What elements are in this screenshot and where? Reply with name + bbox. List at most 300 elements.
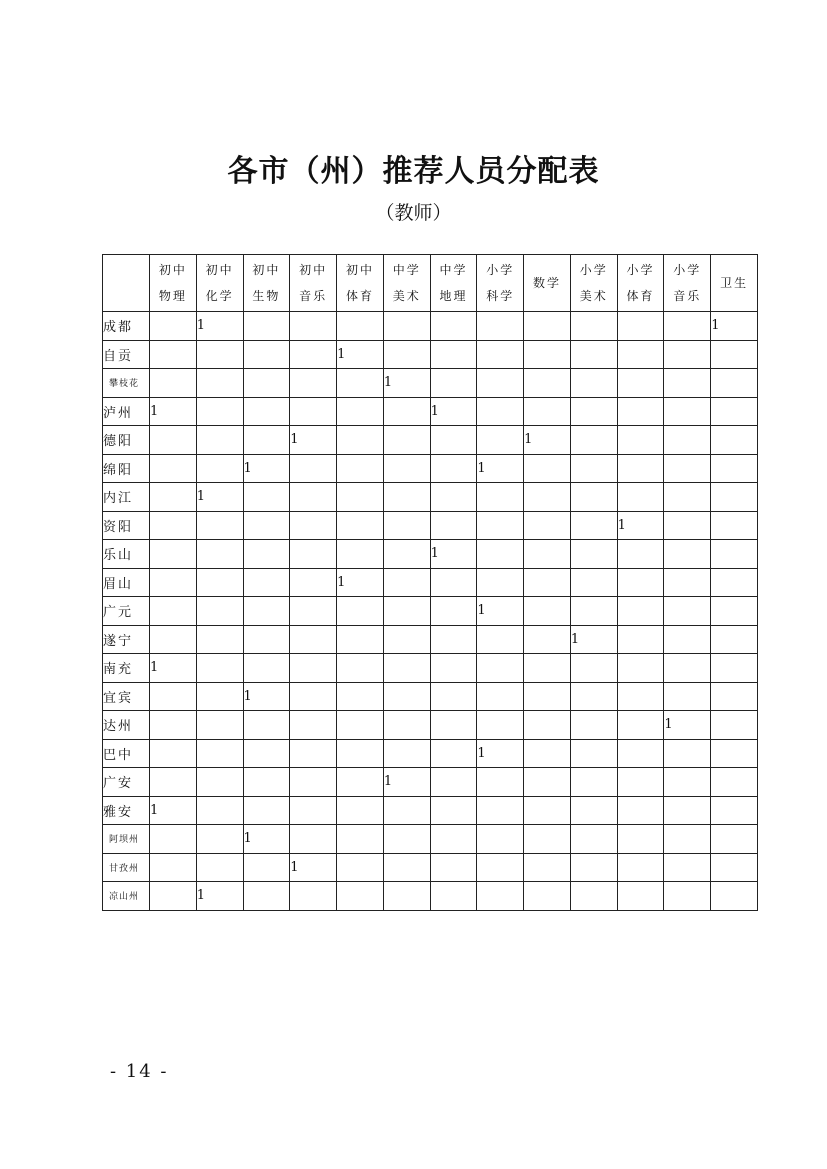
- column-header-line2: 美术: [579, 289, 608, 303]
- quota-cell: [664, 597, 711, 626]
- quota-cell: [290, 568, 337, 597]
- quota-cell: [243, 625, 290, 654]
- quota-cell: [243, 853, 290, 882]
- quota-cell: [150, 882, 197, 911]
- quota-cell: [711, 397, 758, 426]
- quota-cell: [383, 312, 430, 341]
- quota-cell: [570, 597, 617, 626]
- quota-cell: [477, 540, 524, 569]
- quota-cell: [664, 540, 711, 569]
- quota-cell: [711, 654, 758, 683]
- quota-cell: [617, 397, 664, 426]
- quota-cell: 1: [617, 511, 664, 540]
- quota-cell: [337, 796, 384, 825]
- quota-cell: [570, 882, 617, 911]
- quota-cell: [383, 540, 430, 569]
- quota-cell: [196, 654, 243, 683]
- table-row: [103, 483, 758, 512]
- quota-cell: 1: [290, 853, 337, 882]
- quota-cell: 1: [243, 825, 290, 854]
- column-header-line1: 初中: [345, 263, 374, 277]
- quota-cell: [711, 682, 758, 711]
- quota-cell: [150, 540, 197, 569]
- quota-cell: 1: [477, 739, 524, 768]
- quota-cell: [477, 654, 524, 683]
- city-name-cell: 凉山州: [103, 882, 150, 911]
- quota-cell: [524, 711, 571, 740]
- quota-cell: [337, 739, 384, 768]
- quota-cell: [290, 654, 337, 683]
- city-name-cell: 达州: [103, 711, 150, 740]
- column-header-line1: 数学: [533, 276, 562, 290]
- quota-cell: [430, 369, 477, 398]
- quota-cell: [617, 682, 664, 711]
- quota-cell: [617, 711, 664, 740]
- quota-cell: [337, 597, 384, 626]
- quota-cell: [196, 397, 243, 426]
- quota-cell: [617, 369, 664, 398]
- column-header-line1: 初中: [252, 263, 281, 277]
- quota-cell: [664, 511, 711, 540]
- quota-cell: [570, 540, 617, 569]
- quota-cell: [711, 882, 758, 911]
- quota-cell: [430, 825, 477, 854]
- quota-cell: [243, 568, 290, 597]
- quota-cell: [524, 853, 571, 882]
- column-header-line1: 初中: [158, 263, 187, 277]
- quota-cell: [243, 369, 290, 398]
- quota-cell: [150, 454, 197, 483]
- quota-cell: [290, 825, 337, 854]
- quota-cell: [430, 853, 477, 882]
- quota-cell: [477, 426, 524, 455]
- column-header-line2: 音乐: [673, 289, 702, 303]
- quota-cell: [337, 483, 384, 512]
- quota-cell: [383, 625, 430, 654]
- quota-cell: [150, 369, 197, 398]
- quota-cell: [243, 397, 290, 426]
- quota-cell: [477, 882, 524, 911]
- quota-cell: [337, 397, 384, 426]
- quota-cell: [477, 483, 524, 512]
- column-header-line2: 化学: [205, 289, 234, 303]
- quota-cell: [477, 796, 524, 825]
- quota-cell: [711, 369, 758, 398]
- table-row: [103, 882, 758, 911]
- quota-cell: [711, 711, 758, 740]
- quota-cell: 1: [150, 654, 197, 683]
- table-row: [103, 682, 758, 711]
- quota-cell: [664, 426, 711, 455]
- quota-cell: [430, 654, 477, 683]
- column-header-line2: 地理: [439, 289, 468, 303]
- quota-cell: [524, 654, 571, 683]
- quota-cell: [196, 711, 243, 740]
- page-number: - 14 -: [110, 1061, 169, 1082]
- quota-cell: [617, 568, 664, 597]
- quota-cell: [290, 711, 337, 740]
- quota-cell: [524, 483, 571, 512]
- quota-cell: [337, 511, 384, 540]
- column-header: [430, 255, 477, 312]
- quota-cell: [664, 739, 711, 768]
- quota-cell: [243, 768, 290, 797]
- quota-cell: [150, 768, 197, 797]
- quota-cell: [196, 739, 243, 768]
- quota-cell: 1: [383, 369, 430, 398]
- quota-cell: 1: [430, 397, 477, 426]
- quota-cell: [337, 882, 384, 911]
- quota-cell: [150, 825, 197, 854]
- quota-cell: [711, 340, 758, 369]
- quota-cell: [711, 796, 758, 825]
- header-corner-cell: [103, 255, 150, 312]
- quota-cell: [243, 540, 290, 569]
- quota-cell: [664, 796, 711, 825]
- table-row: [103, 796, 758, 825]
- quota-cell: [337, 768, 384, 797]
- table-row: [103, 768, 758, 797]
- quota-cell: [617, 597, 664, 626]
- quota-cell: [196, 853, 243, 882]
- column-header: [524, 255, 571, 312]
- quota-cell: [570, 654, 617, 683]
- quota-cell: [711, 426, 758, 455]
- quota-cell: [430, 454, 477, 483]
- quota-cell: [664, 625, 711, 654]
- quota-cell: [383, 711, 430, 740]
- quota-cell: [290, 882, 337, 911]
- quota-cell: 1: [196, 483, 243, 512]
- quota-cell: [570, 340, 617, 369]
- column-header-line1: 中学: [439, 263, 468, 277]
- quota-cell: [383, 483, 430, 512]
- quota-cell: [524, 768, 571, 797]
- column-header-line2: 科学: [486, 289, 515, 303]
- quota-cell: [196, 454, 243, 483]
- column-header: [617, 255, 664, 312]
- quota-cell: [337, 454, 384, 483]
- column-header-line2: 美术: [392, 289, 421, 303]
- quota-cell: [430, 796, 477, 825]
- city-name-cell: 攀枝花: [103, 369, 150, 398]
- quota-cell: [430, 739, 477, 768]
- quota-cell: [383, 739, 430, 768]
- quota-cell: [430, 426, 477, 455]
- quota-cell: [664, 483, 711, 512]
- quota-cell: [477, 625, 524, 654]
- quota-cell: [664, 397, 711, 426]
- table-row: [103, 312, 758, 341]
- table-row: [103, 540, 758, 569]
- quota-cell: [150, 597, 197, 626]
- city-name-cell: 资阳: [103, 511, 150, 540]
- quota-cell: [570, 397, 617, 426]
- quota-cell: [617, 739, 664, 768]
- quota-cell: [196, 597, 243, 626]
- quota-cell: [664, 682, 711, 711]
- quota-cell: [664, 825, 711, 854]
- quota-cell: [290, 483, 337, 512]
- city-name-cell: 广安: [103, 768, 150, 797]
- quota-cell: [150, 739, 197, 768]
- quota-cell: [711, 454, 758, 483]
- quota-cell: [617, 796, 664, 825]
- quota-cell: 1: [337, 568, 384, 597]
- quota-cell: [243, 796, 290, 825]
- quota-cell: [524, 540, 571, 569]
- quota-cell: [150, 625, 197, 654]
- quota-cell: [150, 682, 197, 711]
- quota-cell: [243, 426, 290, 455]
- quota-cell: [430, 483, 477, 512]
- quota-cell: [430, 682, 477, 711]
- quota-cell: 1: [196, 882, 243, 911]
- column-header-line1: 小学: [579, 263, 608, 277]
- quota-cell: 1: [430, 540, 477, 569]
- quota-cell: [617, 312, 664, 341]
- city-name-cell: 甘孜州: [103, 853, 150, 882]
- quota-cell: [150, 483, 197, 512]
- quota-cell: [290, 511, 337, 540]
- quota-cell: [617, 540, 664, 569]
- page-subtitle: （教师）: [375, 202, 452, 224]
- quota-cell: [337, 312, 384, 341]
- quota-cell: 1: [150, 796, 197, 825]
- quota-cell: [664, 369, 711, 398]
- quota-cell: [524, 825, 571, 854]
- quota-cell: 1: [477, 597, 524, 626]
- quota-cell: 1: [664, 711, 711, 740]
- quota-cell: [664, 882, 711, 911]
- quota-cell: [524, 682, 571, 711]
- table-row: [103, 711, 758, 740]
- table-row: [103, 739, 758, 768]
- quota-cell: [570, 682, 617, 711]
- column-header-line1: 小学: [673, 263, 702, 277]
- quota-cell: [290, 682, 337, 711]
- quota-cell: [524, 625, 571, 654]
- quota-cell: [617, 454, 664, 483]
- quota-cell: [196, 625, 243, 654]
- quota-cell: [243, 312, 290, 341]
- quota-cell: [150, 711, 197, 740]
- quota-cell: [196, 511, 243, 540]
- quota-cell: [383, 426, 430, 455]
- quota-cell: [477, 511, 524, 540]
- quota-cell: [196, 369, 243, 398]
- quota-cell: 1: [524, 426, 571, 455]
- quota-cell: 1: [383, 768, 430, 797]
- quota-cell: [150, 340, 197, 369]
- column-header-line1: 初中: [205, 263, 234, 277]
- quota-cell: [524, 340, 571, 369]
- city-name-cell: 南充: [103, 654, 150, 683]
- quota-cell: [711, 511, 758, 540]
- quota-cell: 1: [243, 454, 290, 483]
- quota-cell: [617, 825, 664, 854]
- quota-cell: [290, 625, 337, 654]
- quota-cell: [383, 682, 430, 711]
- quota-cell: [337, 625, 384, 654]
- quota-cell: [337, 853, 384, 882]
- column-header: [664, 255, 711, 312]
- quota-cell: 1: [243, 682, 290, 711]
- quota-cell: [711, 625, 758, 654]
- quota-cell: [617, 426, 664, 455]
- table-row: [103, 625, 758, 654]
- quota-cell: [337, 825, 384, 854]
- quota-cell: [570, 825, 617, 854]
- quota-cell: [196, 340, 243, 369]
- quota-cell: [196, 682, 243, 711]
- quota-cell: [196, 825, 243, 854]
- quota-cell: [337, 540, 384, 569]
- quota-cell: [290, 369, 337, 398]
- quota-cell: [383, 511, 430, 540]
- quota-cell: 1: [477, 454, 524, 483]
- column-header: [290, 255, 337, 312]
- quota-cell: [664, 340, 711, 369]
- quota-cell: [524, 739, 571, 768]
- city-name-cell: 阿坝州: [103, 825, 150, 854]
- column-header-line1: 中学: [392, 263, 421, 277]
- quota-cell: [664, 768, 711, 797]
- quota-cell: [570, 426, 617, 455]
- quota-cell: [570, 711, 617, 740]
- quota-cell: [711, 739, 758, 768]
- quota-cell: [617, 340, 664, 369]
- quota-cell: [290, 340, 337, 369]
- quota-cell: [150, 312, 197, 341]
- city-name-cell: 乐山: [103, 540, 150, 569]
- quota-cell: 1: [196, 312, 243, 341]
- quota-cell: [524, 369, 571, 398]
- column-header-line2: 体育: [345, 289, 374, 303]
- quota-cell: [383, 568, 430, 597]
- column-header-line2: 音乐: [299, 289, 328, 303]
- quota-cell: [150, 511, 197, 540]
- quota-cell: [383, 853, 430, 882]
- column-header-line1: 卫生: [720, 276, 749, 290]
- quota-cell: [430, 625, 477, 654]
- column-header: [477, 255, 524, 312]
- quota-cell: [337, 426, 384, 455]
- allocation-table: [102, 254, 758, 911]
- quota-cell: [196, 540, 243, 569]
- quota-cell: [664, 454, 711, 483]
- city-name-cell: 遂宁: [103, 625, 150, 654]
- table-row: [103, 511, 758, 540]
- quota-cell: [430, 882, 477, 911]
- column-header-line1: 初中: [299, 263, 328, 277]
- city-name-cell: 巴中: [103, 739, 150, 768]
- quota-cell: 1: [711, 312, 758, 341]
- city-name-cell: 内江: [103, 483, 150, 512]
- quota-cell: [570, 568, 617, 597]
- quota-cell: [383, 882, 430, 911]
- quota-cell: [711, 597, 758, 626]
- quota-cell: [477, 568, 524, 597]
- quota-cell: [570, 483, 617, 512]
- quota-cell: [383, 340, 430, 369]
- quota-cell: [196, 568, 243, 597]
- column-header-line2: 生物: [252, 289, 281, 303]
- quota-cell: [430, 340, 477, 369]
- quota-cell: [290, 312, 337, 341]
- column-header: [196, 255, 243, 312]
- city-name-cell: 自贡: [103, 340, 150, 369]
- quota-cell: [664, 654, 711, 683]
- quota-cell: [570, 796, 617, 825]
- city-name-cell: 成都: [103, 312, 150, 341]
- city-name-cell: 广元: [103, 597, 150, 626]
- table-row: [103, 825, 758, 854]
- quota-cell: [524, 597, 571, 626]
- city-name-cell: 绵阳: [103, 454, 150, 483]
- page-title: 各市（州）推荐人员分配表: [227, 154, 600, 189]
- table-body: [103, 312, 758, 911]
- quota-cell: [711, 483, 758, 512]
- quota-cell: [430, 768, 477, 797]
- column-header-line2: 体育: [626, 289, 655, 303]
- quota-cell: [337, 682, 384, 711]
- quota-cell: [243, 340, 290, 369]
- quota-cell: [711, 825, 758, 854]
- quota-cell: [383, 397, 430, 426]
- column-header-line1: 小学: [626, 263, 655, 277]
- quota-cell: [477, 711, 524, 740]
- quota-cell: [524, 796, 571, 825]
- quota-cell: [524, 397, 571, 426]
- city-name-cell: 雅安: [103, 796, 150, 825]
- quota-cell: 1: [150, 397, 197, 426]
- quota-cell: [477, 312, 524, 341]
- quota-cell: [524, 312, 571, 341]
- quota-cell: [383, 597, 430, 626]
- quota-cell: [430, 597, 477, 626]
- quota-cell: [524, 511, 571, 540]
- column-header: [711, 255, 758, 312]
- quota-cell: [570, 312, 617, 341]
- column-header-line1: 小学: [486, 263, 515, 277]
- quota-cell: [617, 882, 664, 911]
- quota-cell: [196, 768, 243, 797]
- quota-cell: [337, 711, 384, 740]
- quota-cell: [524, 568, 571, 597]
- quota-cell: [196, 796, 243, 825]
- city-name-cell: 德阳: [103, 426, 150, 455]
- quota-cell: [243, 654, 290, 683]
- quota-cell: [383, 796, 430, 825]
- quota-cell: [150, 568, 197, 597]
- table-row: [103, 654, 758, 683]
- quota-cell: [243, 882, 290, 911]
- quota-cell: [477, 768, 524, 797]
- table-header: [103, 255, 758, 312]
- quota-cell: [570, 739, 617, 768]
- quota-cell: [617, 768, 664, 797]
- quota-cell: [664, 312, 711, 341]
- quota-cell: [570, 853, 617, 882]
- quota-cell: [243, 711, 290, 740]
- quota-cell: [430, 312, 477, 341]
- quota-cell: [383, 654, 430, 683]
- quota-cell: [430, 711, 477, 740]
- table-row: [103, 397, 758, 426]
- quota-cell: [664, 568, 711, 597]
- quota-cell: [430, 511, 477, 540]
